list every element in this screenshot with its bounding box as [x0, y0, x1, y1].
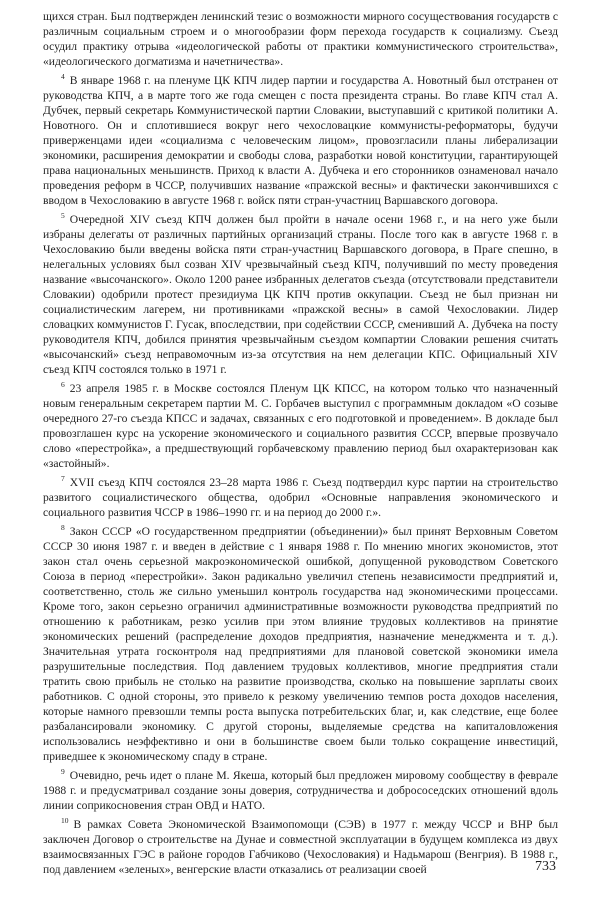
- paragraph-continued: [43, 9, 558, 69]
- footnote-marker: 4: [61, 72, 65, 82]
- footnote-marker: 8: [61, 523, 65, 533]
- footnote-text: Очевидно, речь идет о плане М. Якеша, который был предложен мировому сообществу в феврале 1988 г. и предусматривал создание зоны доверия, сотрудничества и добрососедских отношений вдоль линии соприкосновения стран ОВД и НАТО.: [43, 769, 558, 812]
- footnote-6: [43, 381, 558, 471]
- paragraph-text: щихся стран. Был подтвержден ленинский тезис о возможности мирного сосуществования государств с различным социальным строем и о многообразии форм перехода государств к социализму. Съезд осудил практику отрыва «идеологической работы от практики коммунистического строительства», «идеологического догматизма и начетничества».: [43, 10, 558, 68]
- footnote-text: Очередной XIV съезд КПЧ должен был пройти в начале осени 1968 г., и на него уже были избраны делегаты от различных партийных организаций страны. После того как в августе 1968 г. в Чехословакию были введены войска пяти стран-участниц Варшавского договора, в Праге спешно, в нелегальных условиях был созван XIV чрезвычайный съезд КПЧ, получивший по месту проведения название «высочанского». Около 1200 ранее избранных делегатов съезда (отсутствовали представители Словакии) одобрили протест президиума ЦК КПЧ против оккупации. Съезд не был признан ни социалистическим лагерем, ни противниками «пражской весны» в самой Чехословакии. Лидер словацких коммунистов Г. Гусак, впоследствии, при содействии СССР, сменивший А. Дубчека на посту руководителя КПЧ, добился принятия чрезвычайным съездом компартии Словакии решения считать «высочанский» съезд неправомочным из-за отсутствия на нем делегации КПС. Официальный XIV съезд КПЧ состоялся только в 1971 г.: [43, 213, 558, 376]
- footnote-marker: 10: [61, 816, 69, 826]
- footnote-marker: 6: [61, 380, 65, 390]
- footnote-10: [43, 817, 558, 877]
- footnote-text: XVII съезд КПЧ состоялся 23–28 марта 1986 г. Съезд подтвердил курс партии на строительство развитого социалистического общества, одобрил «Основные направления экономического и социального развития ЧССР в 1986–1990 гг. и на период до 2000 г.».: [43, 476, 558, 519]
- footnote-7: [43, 475, 558, 520]
- footnote-4: [43, 73, 558, 208]
- footnote-5: [43, 212, 558, 377]
- footnote-marker: 9: [61, 767, 65, 777]
- footnote-8: [43, 524, 558, 764]
- footnote-marker: 7: [61, 474, 65, 484]
- footnote-text: 23 апреля 1985 г. в Москве состоялся Пленум ЦК КПСС, на котором только что назначенный новым генеральным секретарем партии М. С. Горбачев выступил с программным докладом «О созыве очередного 27-го съезда КПСС и задачах, связанных с его подготовкой и проведением». В докладе был провозглашен курс на ускорение экономического и социального развития СССР, впервые прозвучало слово «перестройка», а предшествующий горбачевскому правлению период был охарактеризован как «застойный».: [43, 382, 558, 470]
- footnote-9: [43, 768, 558, 813]
- page-number: 733: [535, 859, 556, 874]
- footnote-text: В рамках Совета Экономической Взаимопомощи (СЭВ) в 1977 г. между ЧССР и ВНР был заключен Договор о строительстве на Дунае и совместной эксплуатации в будущем комплекса из двух взаимосвязанных ГЭС в районе городов Габчиково (Чехословакия) и Надьмарош (Венгрия). В 1988 г., под давлением «зеленых», венгерские власти отказались от реализации своей: [43, 818, 558, 876]
- footnote-marker: 5: [61, 211, 65, 221]
- footnote-text: Закон СССР «О государственном предприятии (объединении)» был принят Верховным Советом СССР 30 июня 1987 г. и введен в действие с 1 января 1988 г. По мнению многих экономистов, этот закон стал очень серьезной макроэкономической ошибкой, допущенной руководством Советского Союза в период «перестройки». Закон радикально увеличил степень независимости предприятий и, соответственно, столь же сильно уменьшил контроль государства над экономическими процессами. Кроме того, закон серьезно ограничил административные возможности руководства предприятий по отношению к работникам, резко усилив при этом влияние трудовых коллективов на принятие экономических решений (распределение доходов предприятия, назначение менеджмента и т. д.). Значительная утрата госконтроля над предприятиями для плановой советской экономики имела разрушительные последствия. Под давлением трудовых коллективов, многие предприятия стали тратить свою прибыль не столько на развитие производства, сколько на повышение зарплаты своих работников. С одной стороны, это привело к резкому увеличению темпов роста доходов населения, которые намного превзошли темпы роста выпуска потребительских благ, и, как следствие, еще более разбалансировали экономику. С другой стороны, выделяемые средства на капиталовложения использовались неэффективно и они в большинстве своем были только сокращение инвестиций, приведшее к экономическому спаду в стране.: [43, 525, 558, 763]
- footnote-text: В январе 1968 г. на пленуме ЦК КПЧ лидер партии и государства А. Новотный был отстранен от руководства КПЧ, а в марте того же года смещен с поста президента страны. Во главе КПЧ стал А. Дубчек, первый секретарь Коммунистической партии Словакии, выступавший с критикой политики А. Новотного. Он и сплотившиеся вокруг него чехословацкие коммунисты-реформаторы, будучи приверженцами идеи «социализма с человеческим лицом», провозгласили планы либерализации экономики, расширения демократии и свободы слова, разработки новой конституции, гарантирующей права национальных меньшинств. Приход к власти А. Дубчека и его сторонников ознаменовал начало проведения реформ в ЧССР, получивших название «пражской весны» и фактически закончившихся с вводом в Чехословакию в августе 1968 г. войск пяти стран-участниц Варшавского договора.: [43, 74, 558, 207]
